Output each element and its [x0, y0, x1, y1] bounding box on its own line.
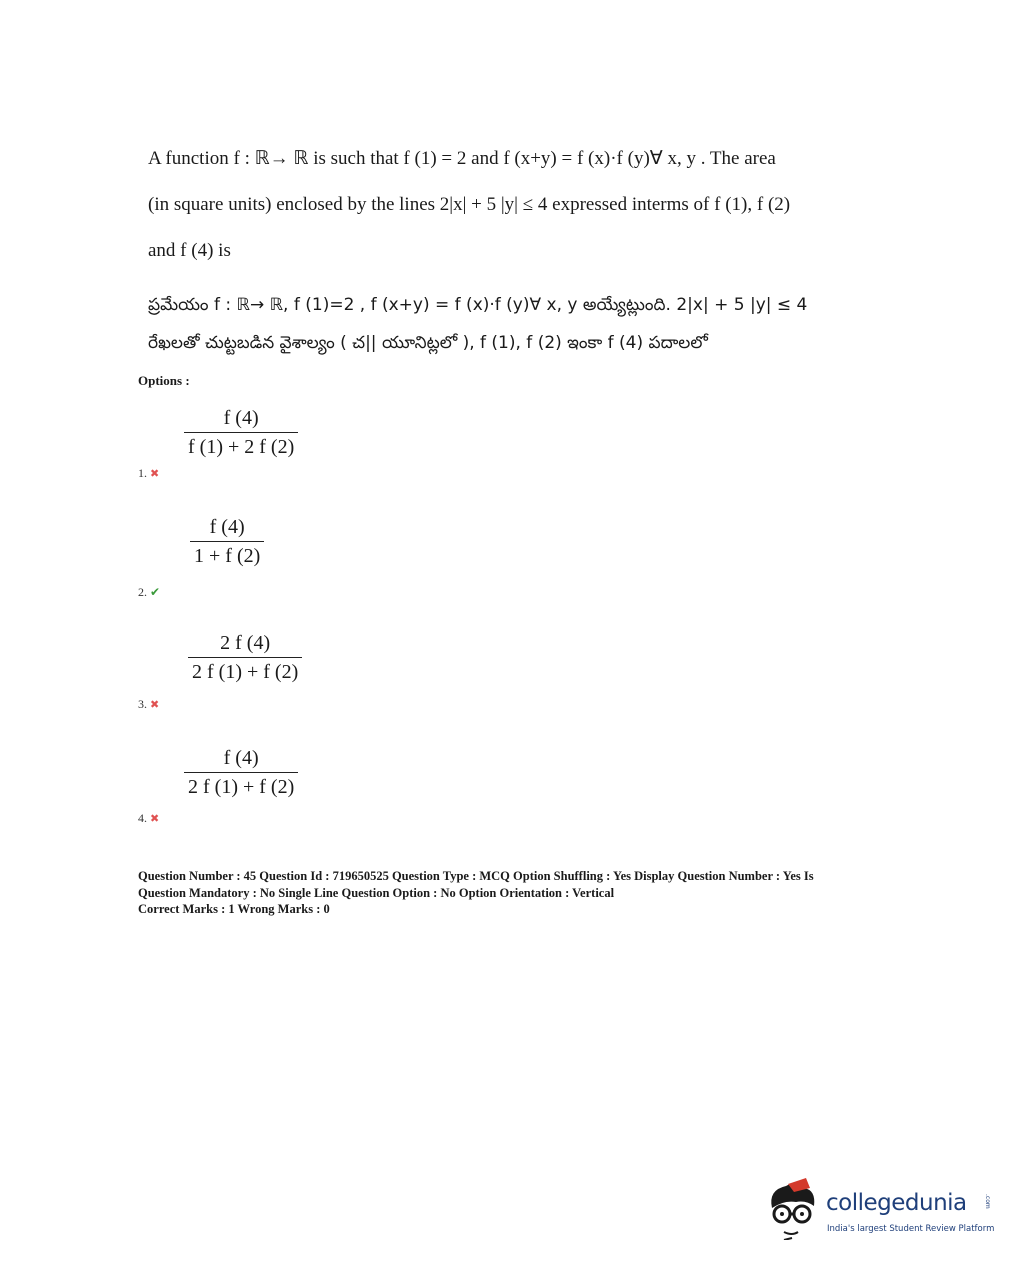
option-4-number: [138, 811, 159, 826]
option-denominator: 1 + f (2): [194, 545, 261, 567]
option-numerator: f (4): [223, 747, 259, 769]
option-number-label: 4.: [138, 811, 147, 825]
option-4-expression: [184, 744, 298, 801]
logo-domain: .com: [984, 1194, 991, 1209]
option-3-number: [138, 697, 159, 712]
option-numerator: f (4): [209, 516, 245, 538]
question-line: A function f : ℝ→ ℝ is such that f (1) = 2 and f (x+y) = f (x)·f (y)∀ x, y . The area: [148, 148, 776, 169]
option-number-label: 2.: [138, 585, 147, 599]
option-number-label: 3.: [138, 697, 147, 711]
option-2-expression: [190, 513, 264, 570]
logo-tagline: India's largest Student Review Platform: [827, 1224, 995, 1234]
logo-wordmark: collegedunia: [826, 1190, 967, 1216]
option-3-expression: [188, 629, 302, 686]
question-line: రేఖలతో చుట్టబడిన వైశాల్యం ( చ|| యూనిట్లలో ), f (1), f (2) ఇంకా f (4) పదాలలో: [148, 333, 708, 353]
wrong-icon: ✖: [150, 813, 160, 825]
metadata-line: Question Mandatory : No Single Line Question Option : No Option Orientation : Vertical: [138, 885, 615, 900]
option-denominator: f (1) + 2 f (2): [188, 436, 295, 458]
metadata-line: Question Number : 45 Question Id : 719650525 Question Type : MCQ Option Shuffling : Yes Display Question Number : Yes Is: [138, 869, 814, 883]
metadata-line: Correct Marks : 1 Wrong Marks : 0: [138, 902, 330, 916]
question-line: (in square units) enclosed by the lines 2|x| + 5 |y| ≤ 4 expressed interms of f (1), f (2): [148, 194, 791, 215]
option-2-number: [138, 585, 160, 600]
options-label: Options :: [138, 373, 190, 388]
option-number-label: 1.: [138, 466, 147, 480]
question-english: [148, 136, 868, 274]
option-1-number: [138, 466, 159, 481]
question-line: and f (4) is: [148, 240, 231, 261]
option-1-expression: [184, 404, 298, 461]
option-denominator: 2 f (1) + f (2): [192, 661, 299, 683]
wrong-icon: ✖: [150, 699, 160, 711]
option-denominator: 2 f (1) + f (2): [188, 776, 295, 798]
wrong-icon: ✖: [150, 468, 160, 480]
option-numerator: 2 f (4): [220, 632, 271, 654]
option-numerator: f (4): [223, 407, 259, 429]
mascot-icon: [766, 1178, 824, 1240]
collegedunia-logo: [766, 1178, 996, 1248]
check-icon: ✔: [150, 585, 161, 599]
question-line: ప్రమేయం f : ℝ→ ℝ, f (1)=2 , f (x+y) = f (x)·f (y)∀ x, y అయ్యేట్లుంది. 2|x| + 5 |y| ≤ 4: [148, 295, 808, 315]
question-telugu: [148, 286, 868, 362]
question-metadata: [138, 868, 898, 918]
